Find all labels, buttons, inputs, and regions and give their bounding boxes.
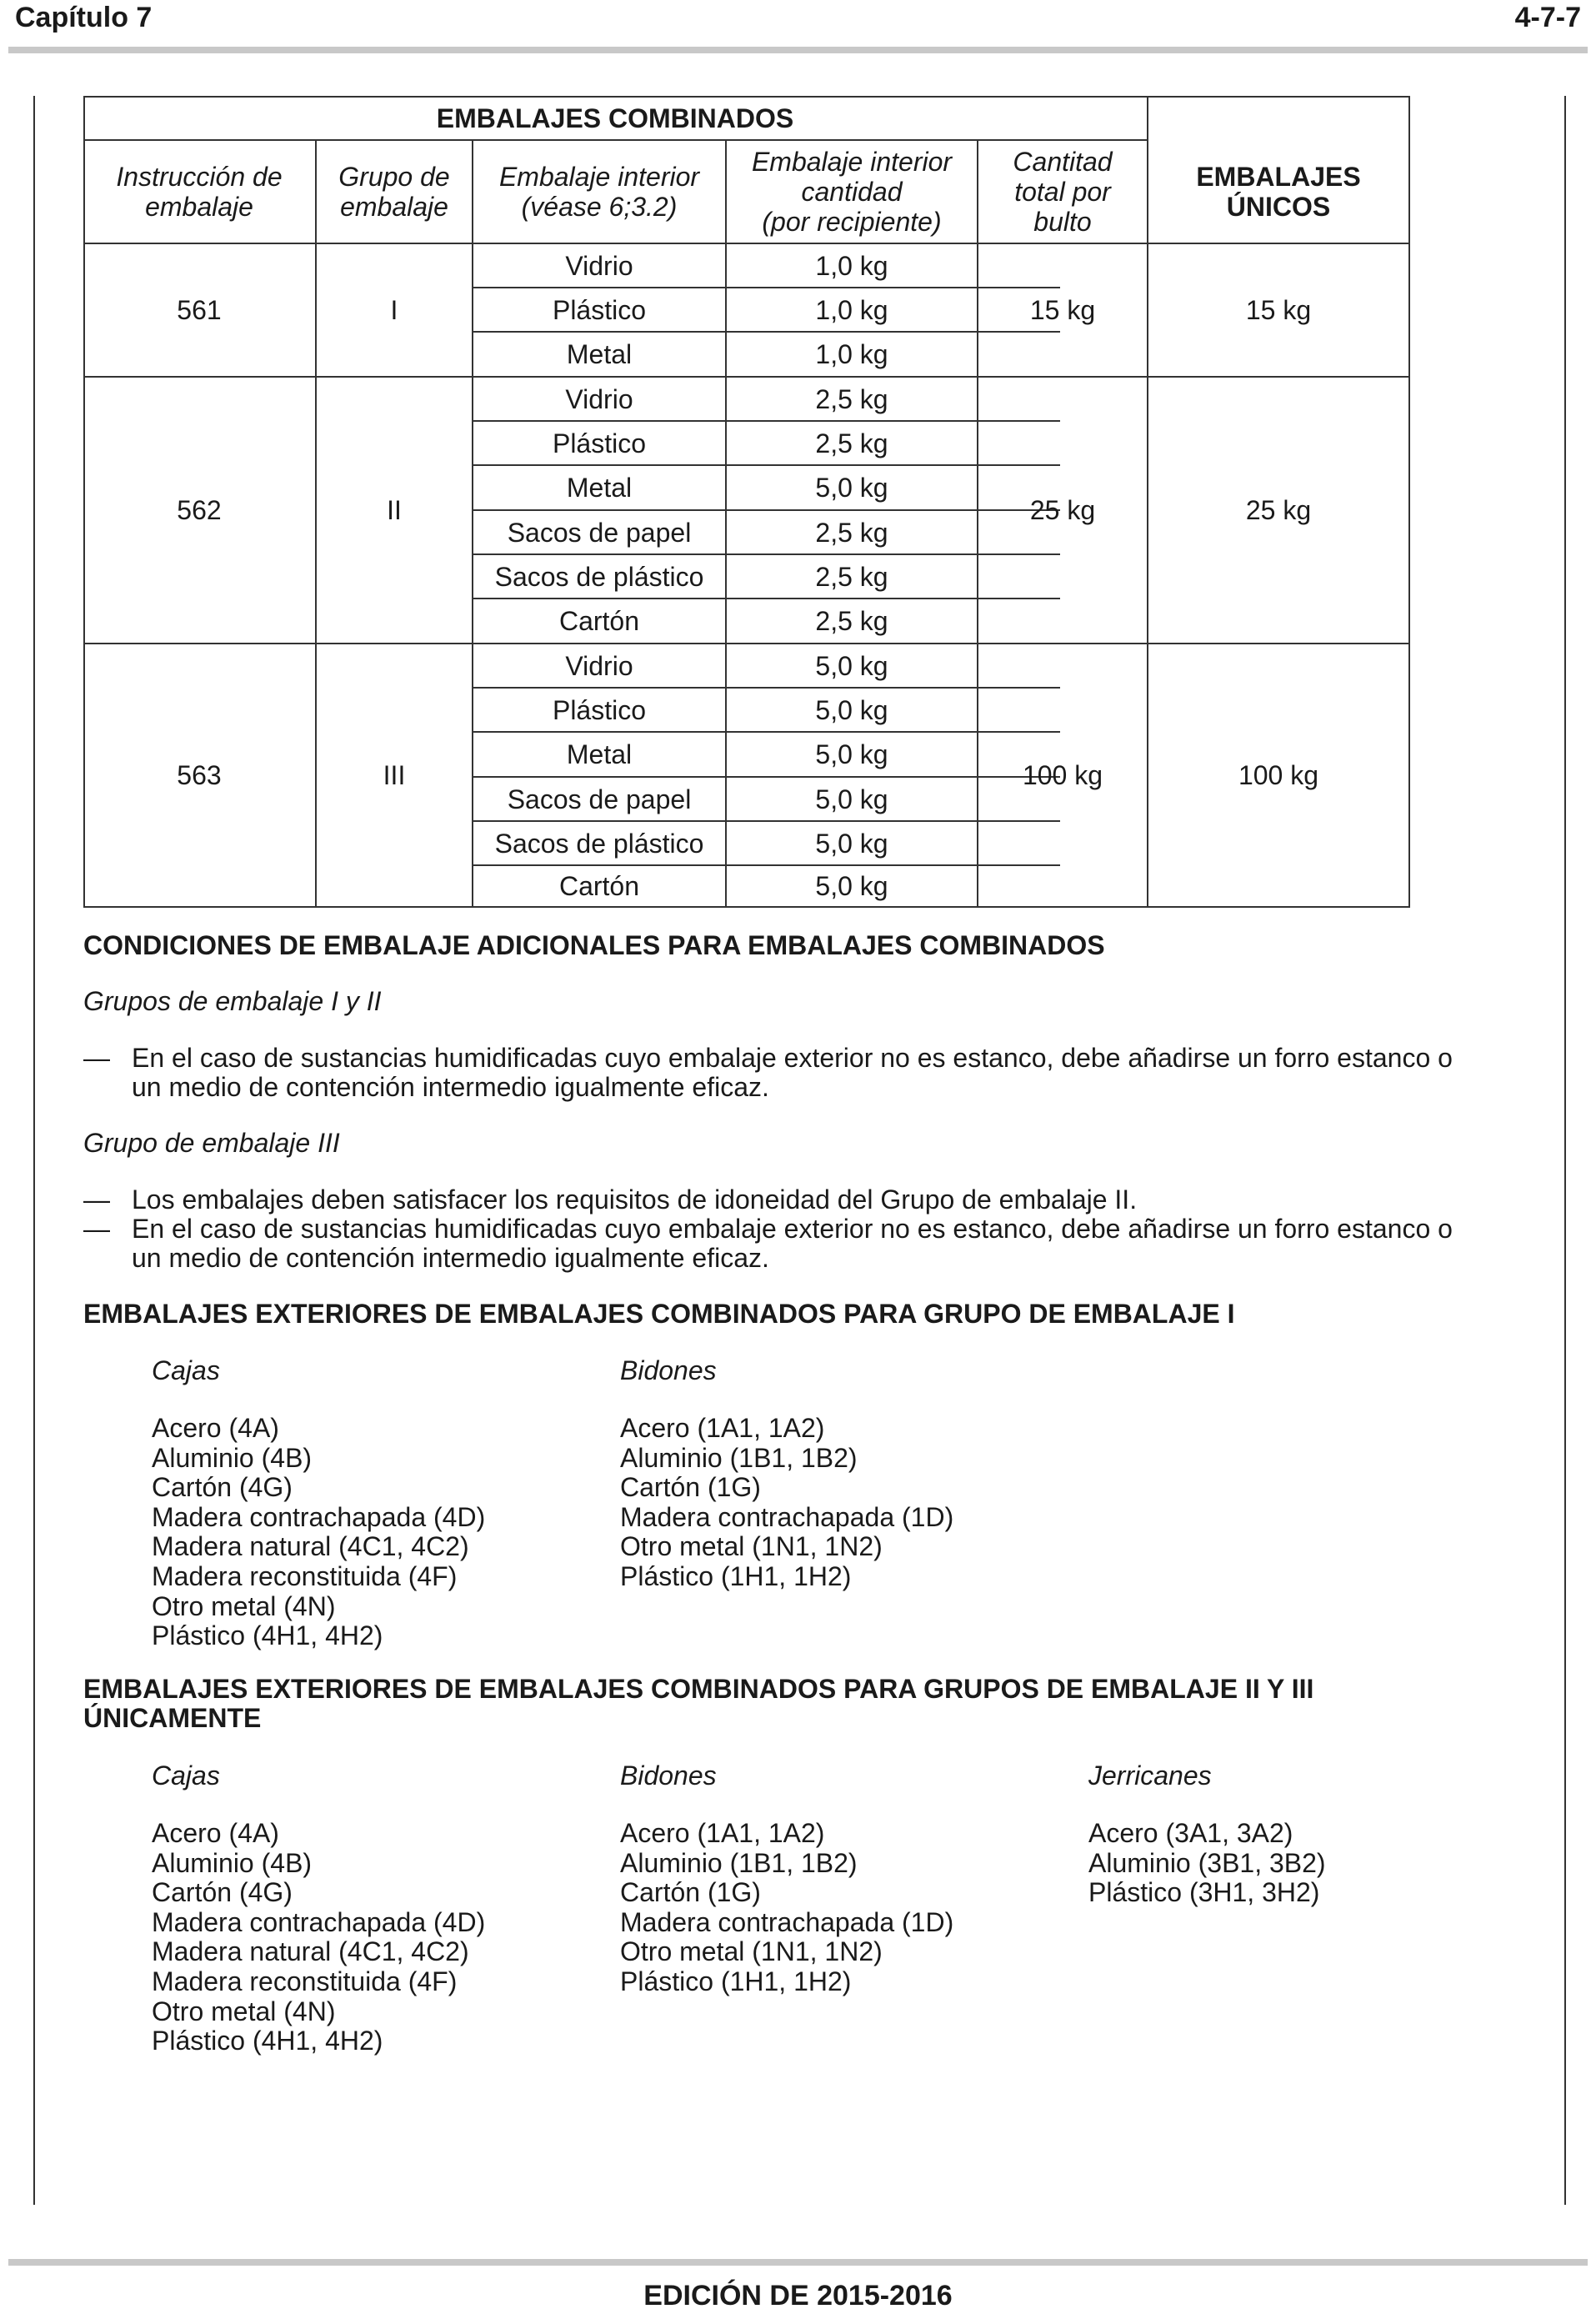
inner-quantity-cell: 2,5 kg xyxy=(815,383,888,414)
heading-line: ÚNICAMENTE xyxy=(83,1703,262,1733)
inner-quantity-cell: 5,0 kg xyxy=(815,650,888,681)
text-line: En el caso de sustancias humidificadas cuyo embalaje exterior no es estanco, debe añadirse un forro estanco o xyxy=(132,1043,1453,1073)
header-line: total por xyxy=(1014,177,1111,207)
footer-rule xyxy=(8,2259,1588,2266)
inner-quantity-cell: 2,5 kg xyxy=(815,606,888,636)
condition-text xyxy=(132,1044,1533,1102)
list-item: Aluminio (4B) xyxy=(152,1847,313,1878)
inner-material-cell: Cartón xyxy=(558,871,640,901)
bidones-list xyxy=(620,1819,953,1997)
header-line: Embalaje interior xyxy=(498,162,700,192)
header-single-packaging xyxy=(1148,96,1408,243)
instruction-cell: 562 xyxy=(177,495,222,525)
inner-material-cell: Sacos de papel xyxy=(507,517,692,548)
inner-quantity-cell: 5,0 kg xyxy=(815,739,888,769)
inner-quantity-cell: 1,0 kg xyxy=(815,294,888,325)
single-packaging-cell: 25 kg xyxy=(1245,495,1312,525)
inner-material-cell: Plástico xyxy=(552,294,647,325)
list-item: Madera natural (4C1, 4C2) xyxy=(152,1531,469,1562)
jerricanes-list xyxy=(1088,1819,1326,1908)
list-item: Madera reconstituida (4F) xyxy=(152,1966,458,1996)
dash-marker: — xyxy=(83,1043,110,1073)
table-rule xyxy=(1408,96,1410,908)
header-total-quantity xyxy=(978,141,1147,243)
header-line: EMBALAJES xyxy=(1196,162,1361,192)
single-packaging-cell: 15 kg xyxy=(1245,295,1312,325)
inner-material-cell: Sacos de plástico xyxy=(494,561,704,592)
list-item: Aluminio (4B) xyxy=(152,1442,313,1473)
list-item: Cartón (1G) xyxy=(620,1877,761,1908)
total-quantity-cell: 15 kg xyxy=(1029,295,1096,325)
dash-marker: — xyxy=(83,1185,110,1215)
heading-line: EMBALAJES EXTERIORES DE EMBALAJES COMBINADOS PARA GRUPOS DE EMBALAJE II Y III xyxy=(83,1674,1314,1704)
inner-material-cell: Plástico xyxy=(552,694,647,725)
header-line: cantidad xyxy=(801,177,903,207)
jerricanes-label: Jerricanes xyxy=(1088,1761,1212,1791)
text-line: En el caso de sustancias humidificadas cuyo embalaje exterior no es estanco, debe añadirse un forro estanco o xyxy=(132,1214,1453,1244)
header-group xyxy=(317,141,472,243)
inner-material-cell: Vidrio xyxy=(565,650,633,681)
group-1-2-condition xyxy=(83,1044,1533,1102)
group-cell: II xyxy=(387,495,402,525)
inner-material-cell: Cartón xyxy=(558,606,640,636)
combined-packaging-title: EMBALAJES COMBINADOS xyxy=(436,103,794,133)
list-item: Acero (3A1, 3A2) xyxy=(1088,1818,1293,1848)
list-item: Aluminio (3B1, 3B2) xyxy=(1088,1847,1326,1878)
cajas-list xyxy=(152,1414,485,1651)
header-line: (por recipiente) xyxy=(762,207,942,237)
group-3-condition-2 xyxy=(83,1215,1533,1273)
list-item: Plástico (4H1, 4H2) xyxy=(152,1620,383,1651)
inner-quantity-cell: 1,0 kg xyxy=(815,339,888,369)
list-item: Madera reconstituida (4F) xyxy=(152,1560,458,1591)
group-cell: I xyxy=(390,295,398,325)
cajas-list xyxy=(152,1819,485,2056)
instruction-cell: 563 xyxy=(177,760,222,790)
inner-material-cell: Vidrio xyxy=(565,383,633,414)
total-quantity-cell: 25 kg xyxy=(1029,495,1096,525)
bidones-list xyxy=(620,1414,953,1592)
list-item: Aluminio (1B1, 1B2) xyxy=(620,1442,858,1473)
list-item: Madera natural (4C1, 4C2) xyxy=(152,1936,469,1967)
chapter-label: Capítulo 7 xyxy=(15,2,153,33)
right-margin-rule xyxy=(1564,96,1566,2205)
inner-material-cell: Plástico xyxy=(552,428,647,458)
header-line: embalaje xyxy=(145,192,253,222)
list-item: Acero (4A) xyxy=(152,1413,279,1443)
inner-quantity-cell: 5,0 kg xyxy=(815,694,888,725)
list-item: Madera contrachapada (1D) xyxy=(620,1501,954,1532)
header-inner-quantity xyxy=(727,141,977,243)
list-item: Acero (4A) xyxy=(152,1818,279,1848)
total-quantity-cell: 100 kg xyxy=(1022,760,1103,790)
table-rule xyxy=(83,906,1410,908)
header-line: Cantitad xyxy=(1013,147,1113,177)
inner-quantity-cell: 2,5 kg xyxy=(815,517,888,548)
group-3-label: Grupo de embalaje III xyxy=(83,1128,340,1158)
dash-marker: — xyxy=(83,1214,110,1244)
list-item: Otro metal (4N) xyxy=(152,1996,336,2026)
list-item: Acero (1A1, 1A2) xyxy=(620,1818,825,1848)
group-1-2-label: Grupos de embalaje I y II xyxy=(83,986,382,1016)
inner-material-cell: Metal xyxy=(566,739,633,769)
cajas-label: Cajas xyxy=(152,1355,220,1385)
single-packaging-cell: 100 kg xyxy=(1238,760,1319,790)
inner-quantity-cell: 2,5 kg xyxy=(815,428,888,458)
list-item: Otro metal (4N) xyxy=(152,1590,336,1621)
list-item: Otro metal (1N1, 1N2) xyxy=(620,1531,883,1562)
group-3-condition-1 xyxy=(83,1185,1533,1215)
group-cell: III xyxy=(383,760,406,790)
list-item: Aluminio (1B1, 1B2) xyxy=(620,1847,858,1878)
header-line: bulto xyxy=(1033,207,1092,237)
text-line: un medio de contención intermedio igualmente eficaz. xyxy=(132,1072,769,1102)
list-item: Madera contrachapada (4D) xyxy=(152,1906,486,1937)
list-item: Cartón (4G) xyxy=(152,1877,293,1908)
header-inner-packaging xyxy=(473,141,725,243)
list-item: Cartón (4G) xyxy=(152,1472,293,1503)
inner-quantity-cell: 1,0 kg xyxy=(815,250,888,281)
header-instruction xyxy=(83,141,315,243)
instruction-cell: 561 xyxy=(177,295,222,325)
header-line: Instrucción de xyxy=(116,162,283,192)
outer-group-2-3-heading xyxy=(83,1675,1313,1733)
inner-material-cell: Sacos de plástico xyxy=(494,828,704,859)
list-item: Plástico (3H1, 3H2) xyxy=(1088,1877,1320,1908)
inner-material-cell: Metal xyxy=(566,339,633,369)
header-line: Embalaje interior xyxy=(751,147,953,177)
inner-quantity-cell: 5,0 kg xyxy=(815,784,888,814)
text-line: un medio de contención intermedio igualmente eficaz. xyxy=(132,1243,769,1273)
cajas-label: Cajas xyxy=(152,1761,220,1791)
list-item: Acero (1A1, 1A2) xyxy=(620,1413,825,1443)
condition-text: Los embalajes deben satisfacer los requisitos de idoneidad del Grupo de embalaje II. xyxy=(132,1185,1138,1215)
header-line: Grupo de xyxy=(338,162,450,192)
header-line: ÚNICOS xyxy=(1226,192,1331,222)
header-line: (véase 6;3.2) xyxy=(521,192,678,222)
packing-table xyxy=(83,96,1410,908)
inner-material-cell: Vidrio xyxy=(565,250,633,281)
edition-footer: EDICIÓN DE 2015-2016 xyxy=(643,2280,953,2311)
list-item: Plástico (1H1, 1H2) xyxy=(620,1560,852,1591)
inner-material-cell: Sacos de papel xyxy=(507,784,692,814)
list-item: Madera contrachapada (1D) xyxy=(620,1906,954,1937)
inner-material-cell: Metal xyxy=(566,473,633,503)
outer-group-1-heading: EMBALAJES EXTERIORES DE EMBALAJES COMBINADOS PARA GRUPO DE EMBALAJE I xyxy=(83,1299,1235,1329)
header-line: embalaje xyxy=(340,192,448,222)
condition-text xyxy=(132,1215,1533,1273)
inner-quantity-cell: 2,5 kg xyxy=(815,561,888,592)
bidones-label: Bidones xyxy=(620,1355,717,1385)
page-number: 4-7-7 xyxy=(1514,2,1581,33)
inner-quantity-cell: 5,0 kg xyxy=(815,473,888,503)
list-item: Cartón (1G) xyxy=(620,1472,761,1503)
list-item: Madera contrachapada (4D) xyxy=(152,1501,486,1532)
conditions-heading: CONDICIONES DE EMBALAJE ADICIONALES PARA EMBALAJES COMBINADOS xyxy=(83,930,1105,960)
list-item: Plástico (1H1, 1H2) xyxy=(620,1966,852,1996)
inner-quantity-cell: 5,0 kg xyxy=(815,871,888,901)
list-item: Otro metal (1N1, 1N2) xyxy=(620,1936,883,1967)
left-margin-rule xyxy=(33,96,35,2205)
inner-quantity-cell: 5,0 kg xyxy=(815,828,888,859)
bidones-label: Bidones xyxy=(620,1761,717,1791)
header-rule xyxy=(8,47,1588,53)
list-item: Plástico (4H1, 4H2) xyxy=(152,2026,383,2056)
